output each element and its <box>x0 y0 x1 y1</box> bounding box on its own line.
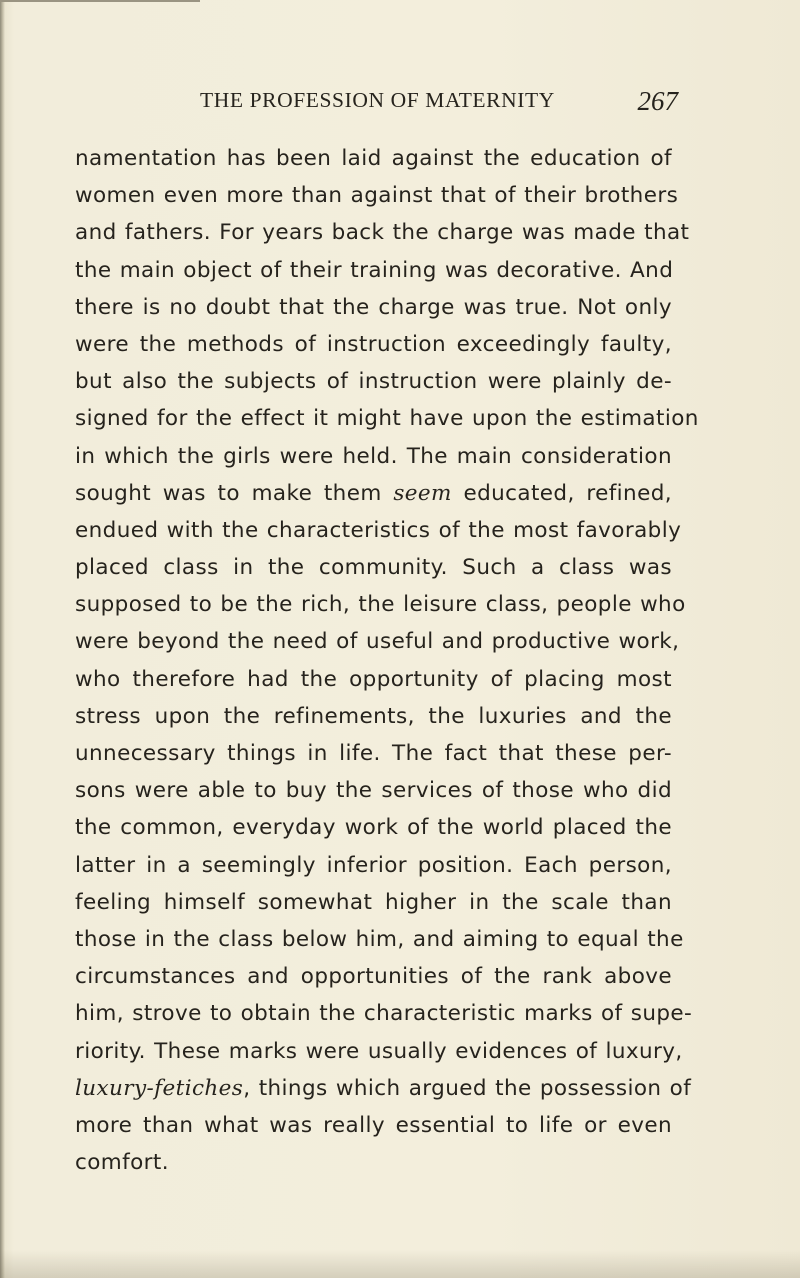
running-head-title: THE PROFESSION OF MATERNITY <box>200 88 555 112</box>
text-line: placed class in the community. Such a class was <box>75 555 672 581</box>
text-line: him, strove to obtain the characteristic marks of supe- <box>75 1001 693 1027</box>
text-line: feeling himself somewhat higher in the scale than <box>75 889 672 915</box>
running-head <box>200 88 678 118</box>
text-line: who therefore had the opportunity of placing most <box>75 666 672 692</box>
text-line: women even more than against that of their brothers <box>75 183 679 209</box>
text-line: were beyond the need of useful and productive work, <box>75 629 680 655</box>
text-line: more than what was really essential to life or even <box>75 1112 672 1138</box>
text-line: there is no doubt that the charge was true. Not only <box>75 294 672 320</box>
text-line: endued with the characteristics of the most favorably <box>75 517 682 543</box>
text-line: signed for the effect it might have upon the estimation <box>75 406 699 432</box>
text-line: sons were able to buy the services of those who did <box>75 778 672 804</box>
text-run: , things which argued the possession of <box>243 1075 692 1101</box>
text-line <box>75 1070 692 1107</box>
text-run: sought was to make them <box>75 480 394 506</box>
text-line: but also the subjects of instruction were plainly de- <box>75 369 672 395</box>
text-line: namentation has been laid against the education of <box>75 146 672 171</box>
text-line: unnecessary things in life. The fact that these per- <box>75 741 672 766</box>
text-line: latter in a seemingly inferior position. Each person, <box>75 852 672 878</box>
italic-word-seem: seem <box>393 480 452 506</box>
body-text <box>75 140 699 1181</box>
text-line: comfort. <box>75 1150 169 1176</box>
text-line: stress upon the refinements, the luxuries and the <box>75 703 672 729</box>
text-line: and fathers. For years back the charge was made that <box>75 220 690 246</box>
text-line: the main object of their training was decorative. And <box>75 257 674 283</box>
text-line <box>75 475 672 512</box>
text-line: in which the girls were held. The main consideration <box>75 443 672 469</box>
page-bottom-shadow <box>0 1250 800 1278</box>
text-line: supposed to be the rich, the leisure class, people who <box>75 592 686 618</box>
italic-phrase-luxury-fetiches: luxury-fetiches <box>75 1075 244 1101</box>
text-line: were the methods of instruction exceedingly faulty, <box>75 331 672 357</box>
text-line: the common, everyday work of the world placed the <box>75 815 672 841</box>
page-top-edge <box>0 0 200 2</box>
page-number: 267 <box>637 86 678 116</box>
page-gutter-edge <box>0 0 5 1278</box>
text-line: those in the class below him, and aiming to equal the <box>75 926 684 952</box>
text-line: circumstances and opportunities of the rank above <box>75 964 672 990</box>
text-run: educated, refined, <box>451 480 672 506</box>
text-line: riority. These marks were usually evidences of luxury, <box>75 1038 683 1064</box>
